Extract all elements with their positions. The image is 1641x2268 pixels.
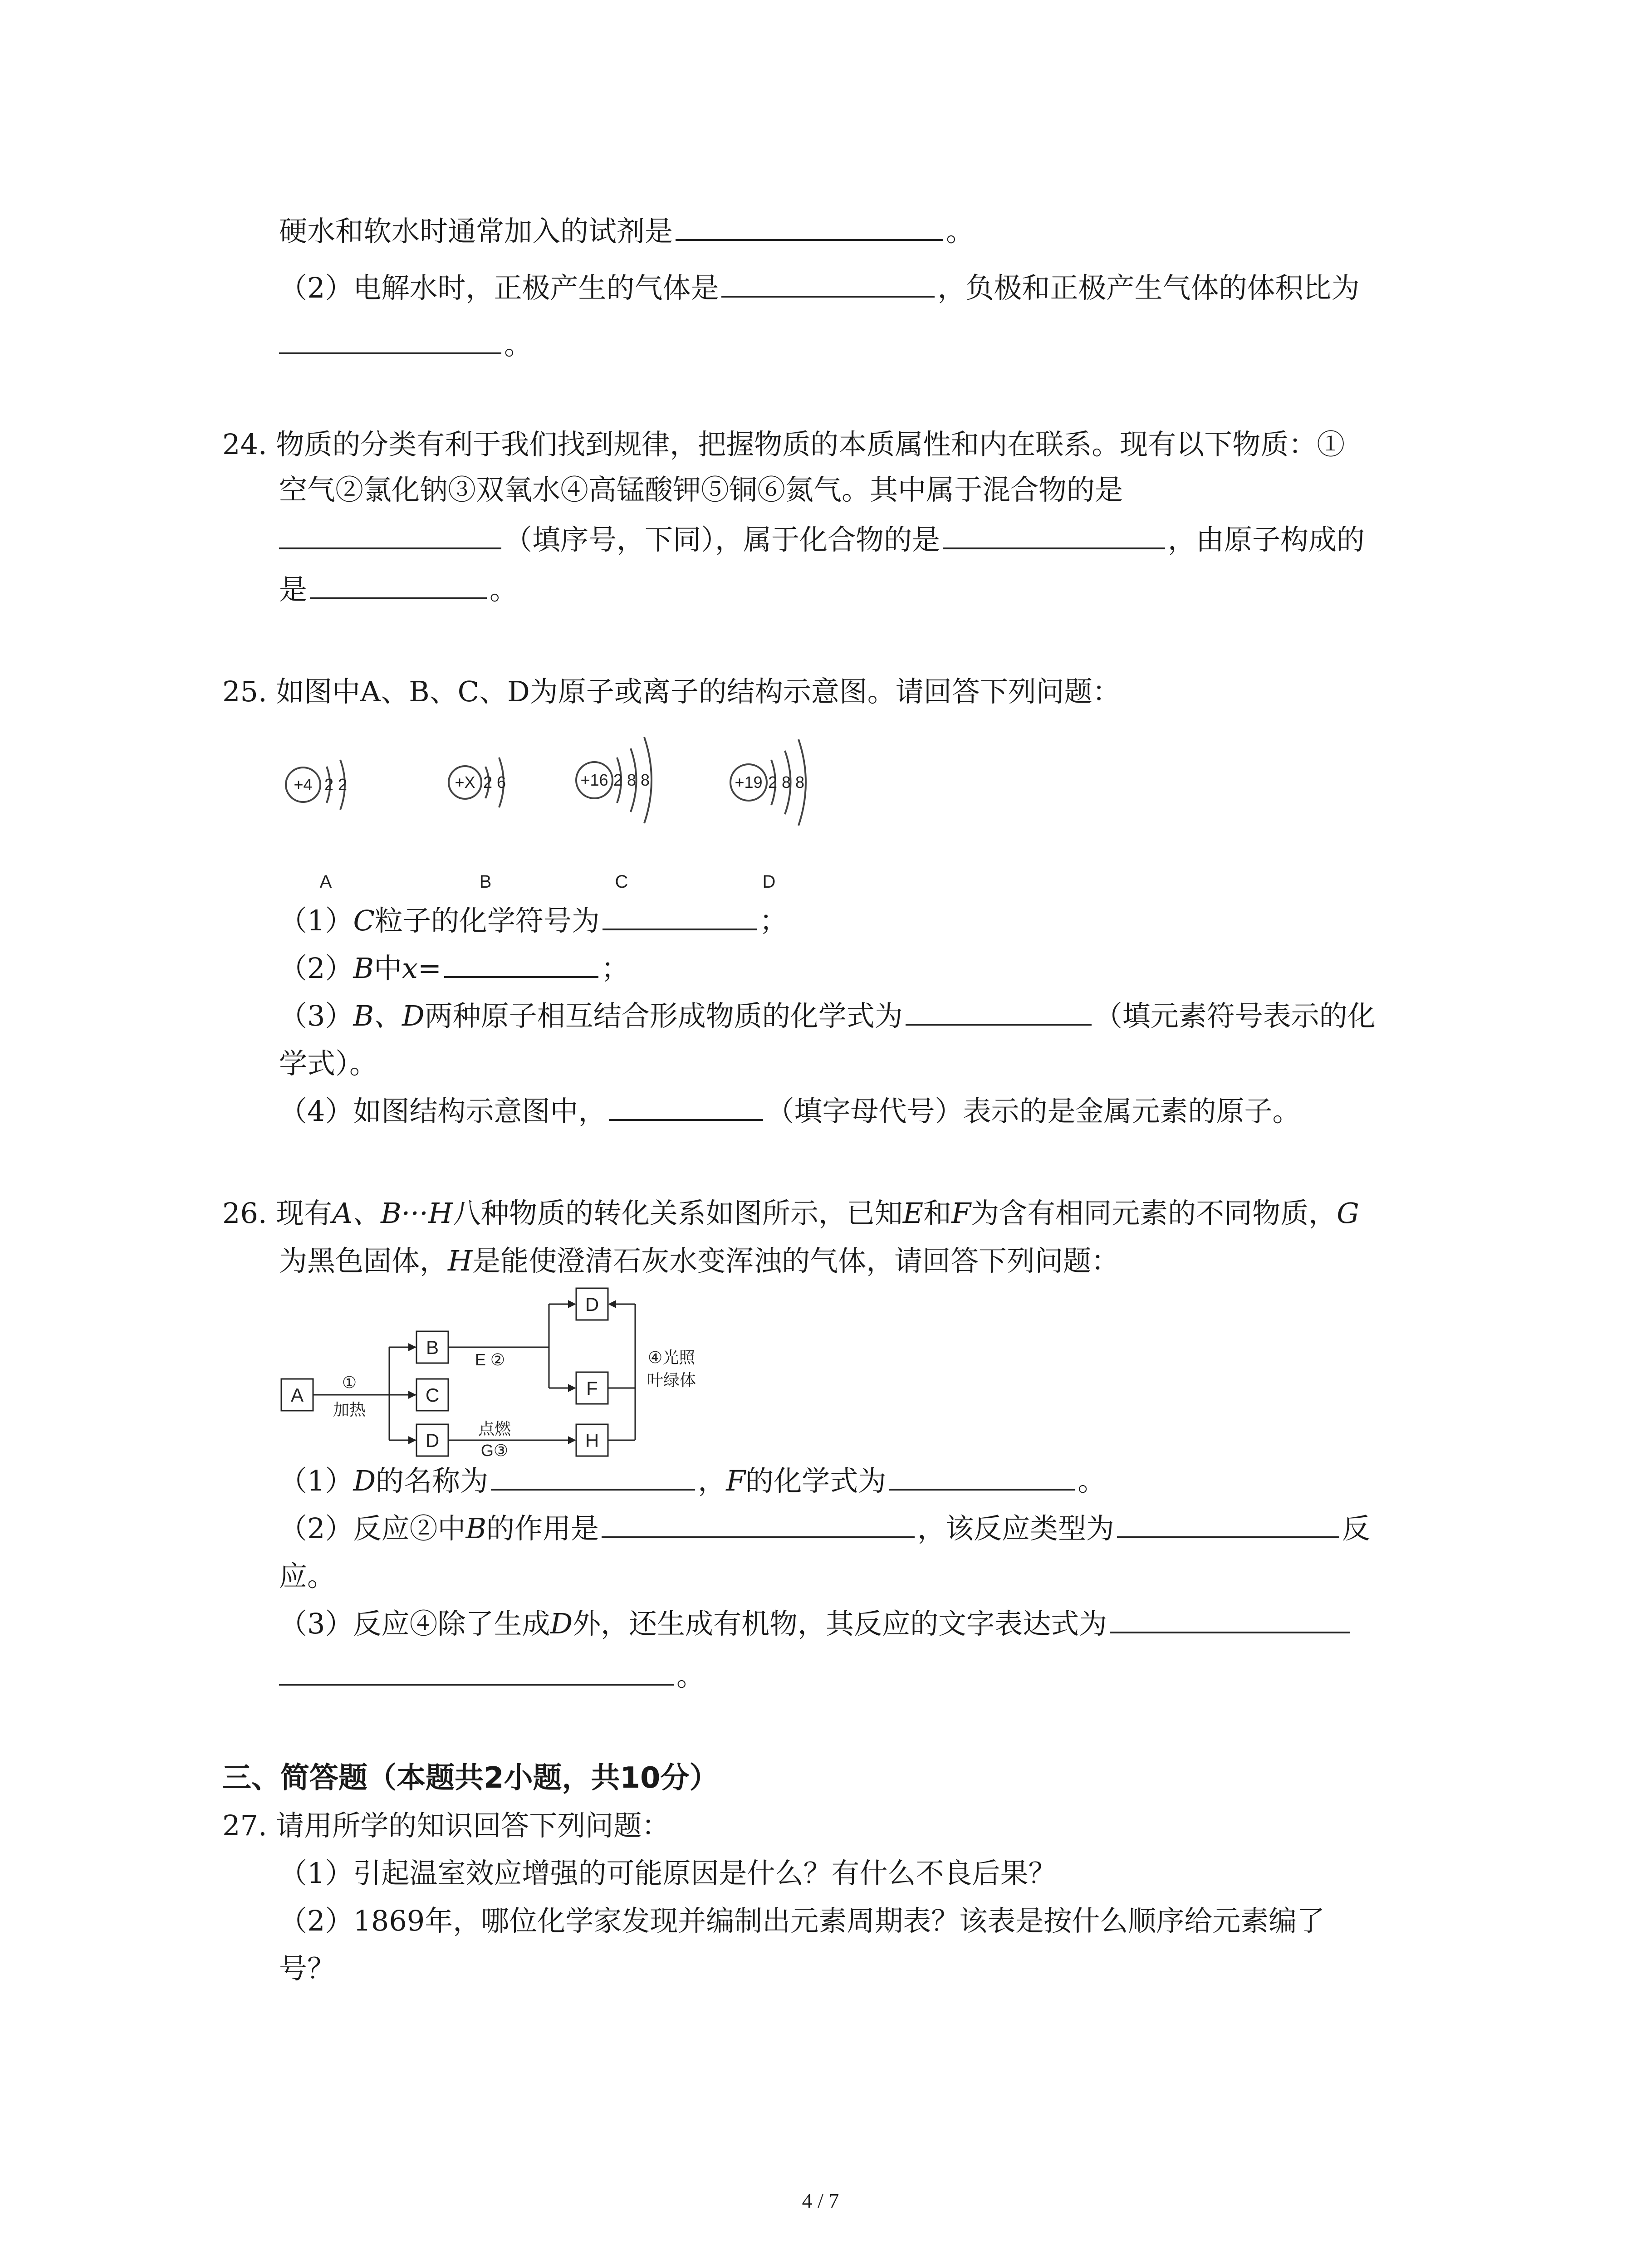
q25-p1 bbox=[279, 903, 788, 939]
q27-text: 27. 请用所学的知识回答下列问题： bbox=[222, 1809, 670, 1842]
q26-symbol: F bbox=[726, 1464, 746, 1497]
q23-text: 。 bbox=[504, 328, 533, 361]
q24-line4 bbox=[279, 572, 518, 608]
q24-text: （填序号，下同），属于化合物的是 bbox=[504, 523, 941, 556]
reaction-2-label: E ② bbox=[475, 1350, 505, 1369]
q25-text: = bbox=[418, 952, 441, 985]
q27-text: （2）1869年，哪位化学家发现并编制出元素周期表？该表是按什么顺序给元素编了 bbox=[279, 1904, 1325, 1937]
answer-blank[interactable] bbox=[609, 1094, 763, 1121]
atom-d-shells: 2 8 8 bbox=[768, 773, 805, 792]
q26-text: 为含有相同元素的不同物质， bbox=[971, 1197, 1337, 1230]
atom-c-label: C bbox=[615, 872, 628, 892]
q26-text: ，该反应类型为 bbox=[917, 1512, 1115, 1545]
q26-symbol: D bbox=[550, 1607, 573, 1640]
reaction-4-label: ④光照 bbox=[647, 1348, 696, 1367]
q23-line3 bbox=[279, 327, 532, 363]
q25-text: ； bbox=[759, 904, 788, 937]
q26-line1 bbox=[222, 1195, 1359, 1232]
answer-blank[interactable] bbox=[676, 214, 943, 241]
q26-text: 的作用是 bbox=[486, 1512, 599, 1545]
q25-text: 25. 如图中A、B、C、D为原子或离子的结构示意图。请回答下列问题： bbox=[222, 675, 1121, 708]
section-3-title bbox=[222, 1760, 719, 1796]
q26-text: 应。 bbox=[279, 1559, 336, 1593]
node-d-top-label: D bbox=[585, 1294, 599, 1315]
reaction-1-label: ① bbox=[342, 1373, 357, 1392]
q26-line2 bbox=[279, 1243, 1119, 1279]
answer-blank[interactable] bbox=[279, 522, 501, 549]
q24-line2 bbox=[279, 472, 1123, 508]
q27-p1 bbox=[279, 1855, 1056, 1892]
q25-text: 学式）。 bbox=[279, 1047, 378, 1080]
q25-symbol: C bbox=[353, 904, 375, 937]
q24-text: 。 bbox=[490, 573, 518, 606]
answer-blank[interactable] bbox=[602, 1511, 915, 1538]
q26-text: 是能使澄清石灰水变浑浊的气体，请回答下列问题： bbox=[472, 1244, 1120, 1277]
q25-text: （填字母代号）表示的是金属元素的原子。 bbox=[766, 1095, 1301, 1128]
section-title-text: 三、简答题（本题共2小题，共10分） bbox=[222, 1761, 719, 1795]
q26-p2-cont bbox=[279, 1558, 335, 1594]
q24-line3 bbox=[279, 522, 1365, 558]
q25-text: （2） bbox=[279, 952, 353, 985]
q26-text: （1） bbox=[279, 1464, 353, 1497]
q24-text: ，由原子构成的 bbox=[1168, 523, 1365, 556]
q27-stem bbox=[222, 1808, 670, 1844]
q26-symbol: E bbox=[902, 1197, 924, 1230]
answer-blank[interactable] bbox=[444, 951, 598, 978]
q26-symbol: F bbox=[951, 1197, 971, 1230]
q26-symbol: G bbox=[1337, 1197, 1359, 1230]
q25-stem bbox=[222, 674, 1121, 710]
answer-blank[interactable] bbox=[310, 572, 487, 599]
q24-line1 bbox=[222, 426, 1345, 463]
answer-blank[interactable] bbox=[721, 270, 935, 298]
q27-text: （1）引起温室效应增强的可能原因是什么？有什么不良后果？ bbox=[279, 1857, 1057, 1890]
q25-p3-cont bbox=[279, 1046, 377, 1082]
node-b-label: B bbox=[426, 1337, 439, 1358]
atom-d-nucleus: +19 bbox=[735, 773, 763, 792]
q23-text: 硬水和软水时通常加入的试剂是 bbox=[279, 215, 673, 248]
q23-text: 。 bbox=[946, 215, 975, 248]
answer-blank[interactable] bbox=[1110, 1606, 1350, 1633]
q25-p4 bbox=[279, 1093, 1300, 1129]
q26-text: 26. 现有 bbox=[222, 1197, 333, 1230]
q26-symbol: H bbox=[448, 1244, 473, 1277]
q26-text: （3）反应④除了生成 bbox=[279, 1607, 550, 1640]
q26-text: （2）反应②中 bbox=[279, 1512, 466, 1545]
q26-p2 bbox=[279, 1510, 1370, 1547]
q26-symbol: A、B···H bbox=[332, 1197, 453, 1230]
q25-p2 bbox=[279, 950, 629, 987]
atom-b-shells: 2 6 bbox=[483, 773, 506, 792]
answer-blank[interactable] bbox=[279, 1658, 674, 1686]
answer-blank[interactable] bbox=[906, 998, 1092, 1026]
answer-blank[interactable] bbox=[1117, 1511, 1339, 1538]
q26-text: 。 bbox=[676, 1659, 705, 1692]
atom-a-nucleus: +4 bbox=[294, 775, 313, 794]
answer-blank[interactable] bbox=[943, 522, 1165, 549]
node-h-label: H bbox=[585, 1430, 599, 1451]
q25-symbol: B bbox=[353, 952, 374, 985]
atom-b-nucleus: +X bbox=[455, 773, 475, 792]
q27-p2 bbox=[279, 1903, 1325, 1939]
answer-blank[interactable] bbox=[603, 903, 757, 930]
q27-text: 号？ bbox=[279, 1952, 336, 1985]
q24-text: 是 bbox=[279, 573, 308, 606]
reaction-3-label: G③ bbox=[480, 1441, 509, 1460]
heating-label: 加热 bbox=[333, 1400, 366, 1419]
q25-text: 两种原子相互结合形成物质的化学式为 bbox=[424, 999, 903, 1032]
q25-p3 bbox=[279, 998, 1376, 1034]
q26-text: 八种物质的转化关系如图所示，已知 bbox=[452, 1197, 903, 1230]
q24-text: 空气②氯化钠③双氧水④高锰酸钾⑤铜⑥氮气。其中属于混合物的是 bbox=[279, 473, 1123, 506]
conversion-diagram bbox=[272, 1279, 726, 1461]
answer-blank[interactable] bbox=[491, 1463, 695, 1491]
q26-text: 。 bbox=[1078, 1464, 1106, 1497]
atom-structure-diagrams bbox=[272, 708, 862, 898]
q26-text: 和 bbox=[923, 1197, 952, 1230]
q23-text: ，负极和正极产生气体的体积比为 bbox=[937, 271, 1360, 304]
q26-text: ， bbox=[698, 1464, 726, 1497]
atom-b-label: B bbox=[479, 872, 492, 892]
q26-text: 的化学式为 bbox=[745, 1464, 887, 1497]
q26-text: 为黑色固体， bbox=[279, 1244, 448, 1277]
page-number: 4 / 7 bbox=[802, 2189, 839, 2212]
q25-text: 粒子的化学符号为 bbox=[374, 904, 600, 937]
q25-symbol: x bbox=[402, 952, 418, 985]
q26-p1 bbox=[279, 1463, 1106, 1499]
q25-text: （3） bbox=[279, 999, 353, 1032]
answer-blank[interactable] bbox=[889, 1463, 1075, 1491]
atom-c-nucleus: +16 bbox=[580, 771, 608, 789]
q23-text: （2）电解水时，正极产生的气体是 bbox=[279, 271, 719, 304]
q26-symbol: B bbox=[465, 1512, 487, 1545]
atom-a-label: A bbox=[319, 872, 332, 892]
q26-text: 反 bbox=[1342, 1512, 1371, 1545]
q25-text: ； bbox=[601, 952, 629, 985]
node-f-label: F bbox=[586, 1378, 598, 1399]
chlorophyll-label: 叶绿体 bbox=[647, 1371, 696, 1389]
q27-p2-cont bbox=[279, 1950, 335, 1987]
q26-p3 bbox=[279, 1606, 1353, 1642]
q25-text: 中 bbox=[374, 952, 402, 985]
q25-text: （1） bbox=[279, 904, 353, 937]
node-c-label: C bbox=[425, 1384, 440, 1406]
q26-p3-cont bbox=[279, 1658, 705, 1694]
q26-symbol: D bbox=[353, 1464, 376, 1497]
atom-c-shells: 2 8 8 bbox=[613, 771, 650, 789]
q25-text: （4）如图结构示意图中， bbox=[279, 1095, 607, 1128]
node-a-label: A bbox=[290, 1384, 304, 1406]
atom-a-shells: 2 2 bbox=[324, 775, 348, 794]
q24-text: 24. 物质的分类有利于我们找到规律，把握物质的本质属性和内在联系。现有以下物质：① bbox=[222, 428, 1345, 461]
q23-line2 bbox=[279, 270, 1359, 306]
answer-blank[interactable] bbox=[279, 327, 501, 354]
q25-symbol: B、D bbox=[353, 999, 425, 1032]
q26-text: 外，还生成有机物，其反应的文字表达式为 bbox=[573, 1607, 1107, 1640]
q25-text: （填元素符号表示的化 bbox=[1094, 999, 1376, 1032]
q26-text: 的名称为 bbox=[376, 1464, 489, 1497]
node-d-left-label: D bbox=[425, 1430, 440, 1451]
q23-line1 bbox=[279, 213, 974, 249]
ignite-label: 点燃 bbox=[478, 1419, 511, 1438]
atom-d-label: D bbox=[762, 872, 776, 892]
